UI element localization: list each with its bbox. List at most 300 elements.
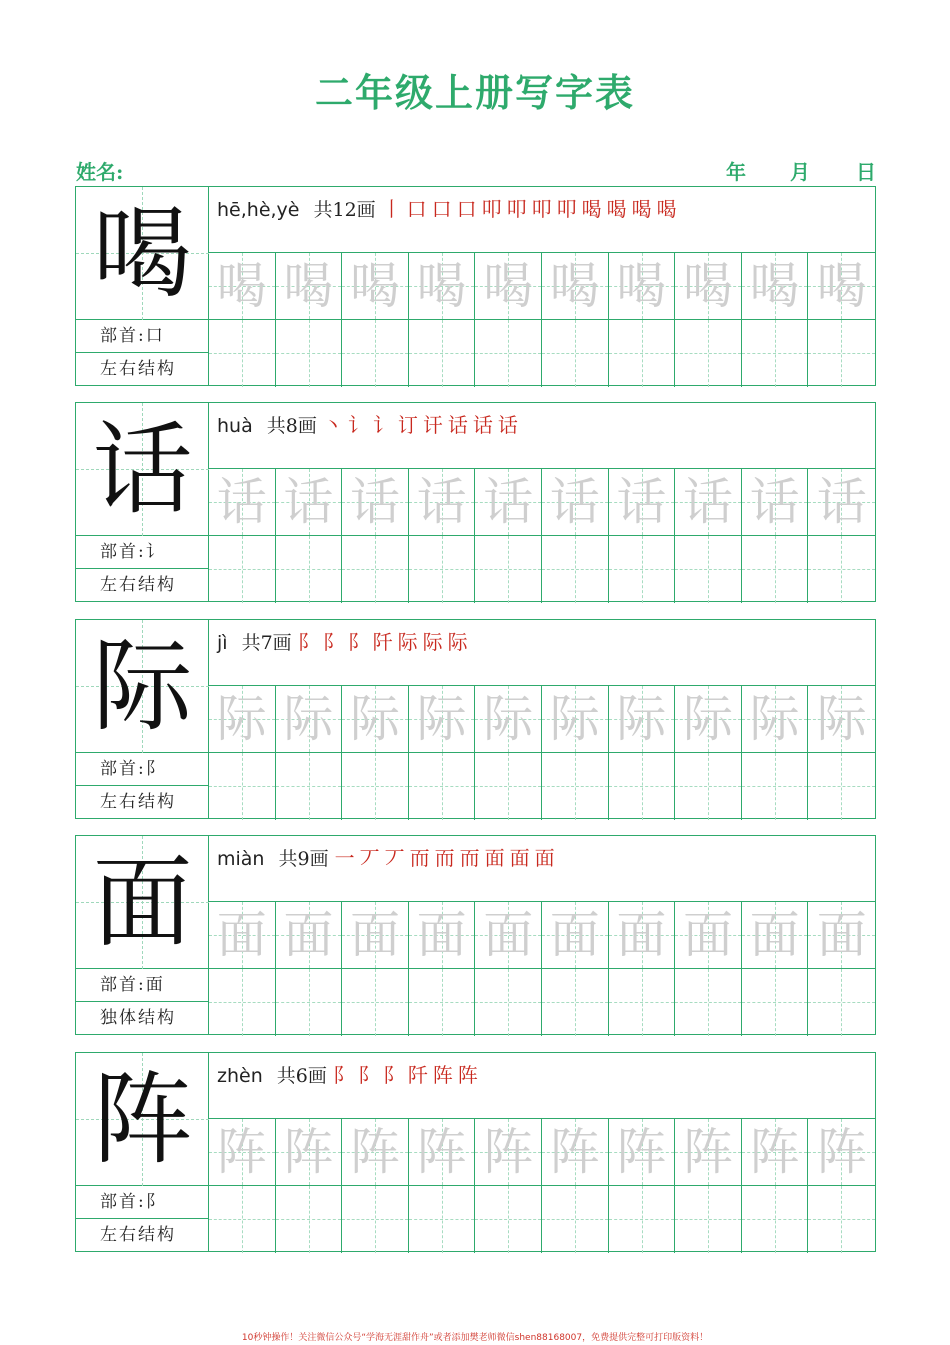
stroke-step bbox=[473, 413, 493, 437]
cell-guide-horizontal bbox=[675, 786, 741, 787]
model-character: 面 bbox=[92, 844, 193, 961]
tracing-cell[interactable] bbox=[742, 902, 809, 968]
cell-guide-horizontal bbox=[409, 569, 475, 570]
stroke-step-glyph: 阝 bbox=[357, 1063, 378, 1087]
cell-guide-horizontal bbox=[276, 786, 342, 787]
writing-cell[interactable] bbox=[276, 536, 343, 603]
radical-label: 部首:阝 bbox=[76, 753, 209, 786]
stroke-step bbox=[448, 630, 468, 654]
cell-guide-horizontal bbox=[808, 1002, 875, 1003]
cell-guide-horizontal bbox=[742, 1219, 808, 1220]
stroke-step bbox=[358, 1063, 378, 1087]
tracing-cell[interactable] bbox=[409, 253, 476, 319]
cell-guide-horizontal bbox=[276, 1002, 342, 1003]
tracing-character: 面 bbox=[749, 906, 800, 964]
stroke-step bbox=[408, 1063, 428, 1087]
stroke-step bbox=[448, 413, 468, 437]
cell-guide-horizontal bbox=[342, 1219, 408, 1220]
tracing-cell[interactable] bbox=[276, 902, 343, 968]
writing-cell[interactable] bbox=[475, 536, 542, 603]
stroke-step-glyph: 叩 bbox=[506, 197, 527, 221]
stroke-step bbox=[433, 1063, 453, 1087]
writing-cell[interactable] bbox=[276, 1186, 343, 1253]
writing-cell[interactable] bbox=[276, 320, 343, 387]
writing-cell[interactable] bbox=[209, 1186, 276, 1253]
stroke-step bbox=[323, 413, 343, 437]
model-character-box bbox=[76, 836, 209, 969]
cell-guide-horizontal bbox=[675, 1219, 741, 1220]
tracing-cell[interactable] bbox=[742, 1119, 809, 1185]
tracing-character: 喝 bbox=[616, 257, 667, 315]
model-character-box bbox=[76, 403, 209, 536]
writing-cell[interactable] bbox=[808, 536, 875, 603]
tracing-cell[interactable] bbox=[808, 902, 875, 968]
tracing-character: 阵 bbox=[749, 1123, 800, 1181]
radical-label: 部首:阝 bbox=[76, 1186, 209, 1219]
cell-guide-horizontal bbox=[209, 569, 275, 570]
writing-cell[interactable] bbox=[609, 753, 676, 820]
writing-cell[interactable] bbox=[209, 753, 276, 820]
tracing-row bbox=[209, 902, 875, 969]
tracing-character: 话 bbox=[682, 473, 733, 531]
tracing-cell[interactable] bbox=[808, 1119, 875, 1185]
stroke-info-row bbox=[209, 620, 875, 686]
cell-guide-horizontal bbox=[675, 353, 741, 354]
tracing-cell[interactable] bbox=[209, 1119, 276, 1185]
stroke-step-glyph: 际 bbox=[397, 630, 418, 654]
stroke-count: 共9画 bbox=[278, 848, 329, 870]
tracing-row bbox=[209, 253, 875, 320]
tracing-character: 阵 bbox=[216, 1123, 267, 1181]
tracing-character: 喝 bbox=[283, 257, 334, 315]
stroke-step bbox=[423, 413, 443, 437]
stroke-step bbox=[458, 1063, 478, 1087]
tracing-cell[interactable] bbox=[276, 686, 343, 752]
tracing-character: 际 bbox=[816, 690, 867, 748]
model-character: 喝 bbox=[92, 195, 193, 312]
tracing-character: 面 bbox=[682, 906, 733, 964]
writing-cell[interactable] bbox=[808, 753, 875, 820]
cell-guide-horizontal bbox=[276, 353, 342, 354]
stroke-step bbox=[385, 846, 405, 870]
writing-row bbox=[209, 753, 875, 820]
writing-cell[interactable] bbox=[409, 753, 476, 820]
cell-guide-horizontal bbox=[475, 1002, 541, 1003]
tracing-character: 话 bbox=[483, 473, 534, 531]
stroke-step bbox=[373, 413, 393, 437]
writing-row bbox=[209, 320, 875, 387]
writing-cell[interactable] bbox=[475, 1186, 542, 1253]
stroke-step bbox=[383, 1063, 403, 1087]
tracing-row bbox=[209, 1119, 875, 1186]
stroke-step-glyph: 丆 bbox=[359, 846, 380, 870]
structure-label: 左右结构 bbox=[76, 1219, 209, 1252]
writing-cell[interactable] bbox=[675, 1186, 742, 1253]
cell-guide-horizontal bbox=[409, 1002, 475, 1003]
writing-cell[interactable] bbox=[342, 753, 409, 820]
tracing-cell[interactable] bbox=[342, 1119, 409, 1185]
tracing-character: 际 bbox=[483, 690, 534, 748]
stroke-info bbox=[217, 409, 523, 438]
stroke-step-glyph: 际 bbox=[422, 630, 443, 654]
writing-cell[interactable] bbox=[276, 753, 343, 820]
model-character: 际 bbox=[92, 628, 193, 745]
structure-label: 左右结构 bbox=[76, 569, 209, 602]
stroke-info-row bbox=[209, 403, 875, 469]
stroke-step bbox=[323, 630, 343, 654]
tracing-character: 面 bbox=[216, 906, 267, 964]
writing-cell[interactable] bbox=[409, 320, 476, 387]
writing-cell[interactable] bbox=[609, 969, 676, 1036]
stroke-step-glyph: 叩 bbox=[531, 197, 552, 221]
stroke-step bbox=[410, 846, 430, 870]
tracing-cell[interactable] bbox=[342, 686, 409, 752]
cell-guide-horizontal bbox=[209, 353, 275, 354]
tracing-cell[interactable] bbox=[276, 469, 343, 535]
pinyin: miàn bbox=[217, 848, 265, 870]
writing-cell[interactable] bbox=[409, 536, 476, 603]
tracing-cell[interactable] bbox=[742, 253, 809, 319]
writing-cell[interactable] bbox=[808, 969, 875, 1036]
tracing-cell[interactable] bbox=[808, 253, 875, 319]
stroke-info bbox=[217, 1059, 483, 1088]
cell-guide-horizontal bbox=[342, 353, 408, 354]
writing-cell[interactable] bbox=[342, 536, 409, 603]
tracing-cell[interactable] bbox=[342, 253, 409, 319]
tracing-character: 面 bbox=[483, 906, 534, 964]
tracing-cell[interactable] bbox=[675, 253, 742, 319]
stroke-info bbox=[217, 842, 560, 871]
writing-cell[interactable] bbox=[409, 969, 476, 1036]
cell-guide-horizontal bbox=[475, 569, 541, 570]
writing-cell[interactable] bbox=[808, 1186, 875, 1253]
tracing-cell[interactable] bbox=[675, 469, 742, 535]
writing-cell[interactable] bbox=[742, 536, 809, 603]
tracing-cell[interactable] bbox=[209, 253, 276, 319]
writing-cell[interactable] bbox=[808, 320, 875, 387]
writing-cell[interactable] bbox=[475, 320, 542, 387]
stroke-info-row bbox=[209, 836, 875, 902]
stroke-step-glyph: 而 bbox=[459, 846, 480, 870]
writing-cell[interactable] bbox=[742, 753, 809, 820]
writing-cell[interactable] bbox=[609, 1186, 676, 1253]
radical-label: 部首:口 bbox=[76, 320, 209, 353]
day-label: 日 bbox=[856, 160, 876, 184]
stroke-step-glyph: 阵 bbox=[432, 1063, 453, 1087]
stroke-count: 共7画 bbox=[241, 632, 292, 654]
tracing-cell[interactable] bbox=[742, 686, 809, 752]
stroke-step bbox=[507, 197, 527, 221]
stroke-step bbox=[557, 197, 577, 221]
writing-cell[interactable] bbox=[542, 536, 609, 603]
writing-cell[interactable] bbox=[675, 969, 742, 1036]
writing-cell[interactable] bbox=[742, 320, 809, 387]
cell-guide-horizontal bbox=[742, 786, 808, 787]
stroke-step-glyph: 阝 bbox=[382, 1063, 403, 1087]
writing-cell[interactable] bbox=[276, 969, 343, 1036]
footer-note: 10秒钟操作！关注微信公众号“学海无涯甜作舟”或者添加樊老师微信shen88168007，免费提供完整可打印版资料！ bbox=[241, 1333, 709, 1343]
stroke-step-glyph: 阡 bbox=[407, 1063, 428, 1087]
tracing-character: 喝 bbox=[349, 257, 400, 315]
tracing-character: 话 bbox=[283, 473, 334, 531]
stroke-step bbox=[485, 846, 505, 870]
cell-guide-horizontal bbox=[475, 1219, 541, 1220]
cell-guide-horizontal bbox=[475, 353, 541, 354]
tracing-character: 喝 bbox=[416, 257, 467, 315]
stroke-step bbox=[298, 630, 318, 654]
stroke-step-glyph: 而 bbox=[434, 846, 455, 870]
stroke-count: 共6画 bbox=[276, 1065, 327, 1087]
tracing-character: 阵 bbox=[349, 1123, 400, 1181]
cell-guide-horizontal bbox=[808, 1219, 875, 1220]
stroke-step-glyph: 口 bbox=[456, 197, 477, 221]
tracing-cell[interactable] bbox=[808, 469, 875, 535]
tracing-cell[interactable] bbox=[209, 686, 276, 752]
stroke-step-glyph: 讠 bbox=[347, 413, 368, 437]
stroke-step bbox=[657, 197, 677, 221]
structure-label: 独体结构 bbox=[76, 1002, 209, 1035]
cell-guide-horizontal bbox=[276, 1219, 342, 1220]
tracing-cell[interactable] bbox=[409, 686, 476, 752]
stroke-step-glyph: 订 bbox=[397, 413, 418, 437]
stroke-step-glyph: 喝 bbox=[631, 197, 652, 221]
stroke-step bbox=[407, 197, 427, 221]
cell-guide-horizontal bbox=[808, 353, 875, 354]
stroke-step bbox=[457, 197, 477, 221]
year-label: 年 bbox=[726, 160, 746, 184]
cell-guide-horizontal bbox=[542, 569, 608, 570]
tracing-character: 阵 bbox=[682, 1123, 733, 1181]
month-label: 月 bbox=[790, 160, 810, 184]
cell-guide-horizontal bbox=[209, 786, 275, 787]
tracing-cell[interactable] bbox=[542, 253, 609, 319]
stroke-step bbox=[398, 630, 418, 654]
stroke-step-glyph: 阝 bbox=[332, 1063, 353, 1087]
tracing-cell[interactable] bbox=[409, 469, 476, 535]
pinyin: huà bbox=[217, 415, 253, 437]
tracing-cell[interactable] bbox=[209, 469, 276, 535]
tracing-cell[interactable] bbox=[542, 902, 609, 968]
tracing-cell[interactable] bbox=[742, 469, 809, 535]
stroke-step bbox=[482, 197, 502, 221]
tracing-row bbox=[209, 469, 875, 536]
cell-guide-horizontal bbox=[342, 1002, 408, 1003]
tracing-character: 面 bbox=[549, 906, 600, 964]
tracing-character: 际 bbox=[616, 690, 667, 748]
writing-cell[interactable] bbox=[742, 1186, 809, 1253]
writing-cell[interactable] bbox=[475, 969, 542, 1036]
tracing-character: 喝 bbox=[816, 257, 867, 315]
stroke-step bbox=[398, 413, 418, 437]
character-block bbox=[75, 619, 876, 819]
cell-guide-horizontal bbox=[409, 786, 475, 787]
cell-guide-horizontal bbox=[742, 353, 808, 354]
stroke-step-glyph: 话 bbox=[497, 413, 518, 437]
stroke-step-glyph: 面 bbox=[534, 846, 555, 870]
stroke-step-glyph: 口 bbox=[406, 197, 427, 221]
tracing-character: 话 bbox=[816, 473, 867, 531]
tracing-character: 话 bbox=[349, 473, 400, 531]
writing-cell[interactable] bbox=[675, 320, 742, 387]
stroke-step-glyph: 叩 bbox=[481, 197, 502, 221]
model-character-box bbox=[76, 620, 209, 753]
stroke-step-glyph: 丶 bbox=[322, 413, 343, 437]
stroke-step bbox=[498, 413, 518, 437]
tracing-cell[interactable] bbox=[675, 686, 742, 752]
tracing-cell[interactable] bbox=[475, 469, 542, 535]
tracing-character: 面 bbox=[283, 906, 334, 964]
tracing-cell[interactable] bbox=[609, 902, 676, 968]
writing-cell[interactable] bbox=[209, 536, 276, 603]
tracing-character: 面 bbox=[816, 906, 867, 964]
stroke-info bbox=[217, 626, 473, 655]
model-character: 话 bbox=[92, 411, 193, 528]
tracing-cell[interactable] bbox=[675, 902, 742, 968]
structure-label: 左右结构 bbox=[76, 353, 209, 386]
tracing-cell[interactable] bbox=[542, 1119, 609, 1185]
tracing-cell[interactable] bbox=[808, 686, 875, 752]
stroke-step-glyph: 丆 bbox=[384, 846, 405, 870]
tracing-cell[interactable] bbox=[542, 686, 609, 752]
writing-row bbox=[209, 969, 875, 1036]
stroke-step-glyph: 面 bbox=[509, 846, 530, 870]
tracing-cell[interactable] bbox=[675, 1119, 742, 1185]
cell-guide-horizontal bbox=[409, 1219, 475, 1220]
tracing-character: 际 bbox=[416, 690, 467, 748]
cell-guide-horizontal bbox=[542, 786, 608, 787]
writing-cell[interactable] bbox=[609, 320, 676, 387]
writing-cell[interactable] bbox=[342, 320, 409, 387]
writing-cell[interactable] bbox=[609, 536, 676, 603]
writing-cell[interactable] bbox=[209, 969, 276, 1036]
stroke-step bbox=[335, 846, 355, 870]
writing-cell[interactable] bbox=[542, 753, 609, 820]
tracing-character: 话 bbox=[549, 473, 600, 531]
stroke-step-glyph: 丨 bbox=[381, 197, 402, 221]
writing-cell[interactable] bbox=[209, 320, 276, 387]
stroke-step-glyph: 喝 bbox=[581, 197, 602, 221]
tracing-cell[interactable] bbox=[609, 1119, 676, 1185]
stroke-step bbox=[532, 197, 552, 221]
tracing-cell[interactable] bbox=[209, 902, 276, 968]
tracing-cell[interactable] bbox=[542, 469, 609, 535]
writing-cell[interactable] bbox=[542, 1186, 609, 1253]
tracing-character: 阵 bbox=[283, 1123, 334, 1181]
tracing-character: 喝 bbox=[483, 257, 534, 315]
tracing-character: 阵 bbox=[549, 1123, 600, 1181]
tracing-character: 喝 bbox=[216, 257, 267, 315]
tracing-row bbox=[209, 686, 875, 753]
stroke-step bbox=[432, 197, 452, 221]
cell-guide-horizontal bbox=[808, 786, 875, 787]
stroke-step-glyph: 阵 bbox=[457, 1063, 478, 1087]
tracing-character: 喝 bbox=[549, 257, 600, 315]
cell-guide-horizontal bbox=[475, 786, 541, 787]
cell-guide-horizontal bbox=[609, 353, 675, 354]
stroke-step bbox=[348, 413, 368, 437]
stroke-step-glyph: 阡 bbox=[372, 630, 393, 654]
stroke-step-glyph: 讠 bbox=[372, 413, 393, 437]
tracing-character: 话 bbox=[416, 473, 467, 531]
writing-cell[interactable] bbox=[742, 969, 809, 1036]
stroke-info-row bbox=[209, 1053, 875, 1119]
stroke-step bbox=[460, 846, 480, 870]
tracing-cell[interactable] bbox=[609, 253, 676, 319]
cell-guide-horizontal bbox=[609, 569, 675, 570]
tracing-character: 际 bbox=[216, 690, 267, 748]
tracing-character: 际 bbox=[549, 690, 600, 748]
cell-guide-horizontal bbox=[276, 569, 342, 570]
tracing-cell[interactable] bbox=[609, 686, 676, 752]
tracing-character: 际 bbox=[749, 690, 800, 748]
tracing-cell[interactable] bbox=[276, 1119, 343, 1185]
writing-cell[interactable] bbox=[342, 1186, 409, 1253]
tracing-cell[interactable] bbox=[342, 469, 409, 535]
tracing-character: 际 bbox=[349, 690, 400, 748]
writing-cell[interactable] bbox=[409, 1186, 476, 1253]
cell-guide-horizontal bbox=[342, 786, 408, 787]
writing-cell[interactable] bbox=[475, 753, 542, 820]
tracing-cell[interactable] bbox=[409, 1119, 476, 1185]
tracing-cell[interactable] bbox=[475, 902, 542, 968]
cell-guide-horizontal bbox=[808, 569, 875, 570]
character-block bbox=[75, 1052, 876, 1252]
stroke-step bbox=[632, 197, 652, 221]
stroke-step bbox=[435, 846, 455, 870]
writing-cell[interactable] bbox=[675, 536, 742, 603]
writing-cell[interactable] bbox=[675, 753, 742, 820]
tracing-character: 阵 bbox=[816, 1123, 867, 1181]
tracing-cell[interactable] bbox=[475, 1119, 542, 1185]
writing-cell[interactable] bbox=[342, 969, 409, 1036]
character-block bbox=[75, 186, 876, 386]
radical-label: 部首:讠 bbox=[76, 536, 209, 569]
tracing-character: 话 bbox=[749, 473, 800, 531]
stroke-step bbox=[373, 630, 393, 654]
cell-guide-horizontal bbox=[609, 1219, 675, 1220]
cell-guide-horizontal bbox=[675, 1002, 741, 1003]
stroke-step-glyph: 话 bbox=[447, 413, 468, 437]
tracing-cell[interactable] bbox=[475, 686, 542, 752]
tracing-cell[interactable] bbox=[609, 469, 676, 535]
stroke-step bbox=[582, 197, 602, 221]
writing-cell[interactable] bbox=[542, 969, 609, 1036]
writing-row bbox=[209, 1186, 875, 1253]
stroke-count: 共12画 bbox=[313, 199, 376, 221]
tracing-cell[interactable] bbox=[276, 253, 343, 319]
tracing-cell[interactable] bbox=[475, 253, 542, 319]
cell-guide-horizontal bbox=[209, 1219, 275, 1220]
structure-label: 左右结构 bbox=[76, 786, 209, 819]
stroke-step bbox=[360, 846, 380, 870]
stroke-step-glyph: 阝 bbox=[297, 630, 318, 654]
stroke-step-glyph: 际 bbox=[447, 630, 468, 654]
cell-guide-horizontal bbox=[409, 353, 475, 354]
writing-cell[interactable] bbox=[542, 320, 609, 387]
tracing-character: 阵 bbox=[483, 1123, 534, 1181]
tracing-cell[interactable] bbox=[409, 902, 476, 968]
stroke-step bbox=[510, 846, 530, 870]
tracing-character: 面 bbox=[616, 906, 667, 964]
stroke-info bbox=[217, 193, 682, 222]
tracing-character: 阵 bbox=[416, 1123, 467, 1181]
tracing-character: 喝 bbox=[682, 257, 733, 315]
tracing-cell[interactable] bbox=[342, 902, 409, 968]
stroke-count: 共8画 bbox=[266, 415, 317, 437]
stroke-step-glyph: 面 bbox=[484, 846, 505, 870]
stroke-step-glyph: 而 bbox=[409, 846, 430, 870]
tracing-character: 际 bbox=[682, 690, 733, 748]
